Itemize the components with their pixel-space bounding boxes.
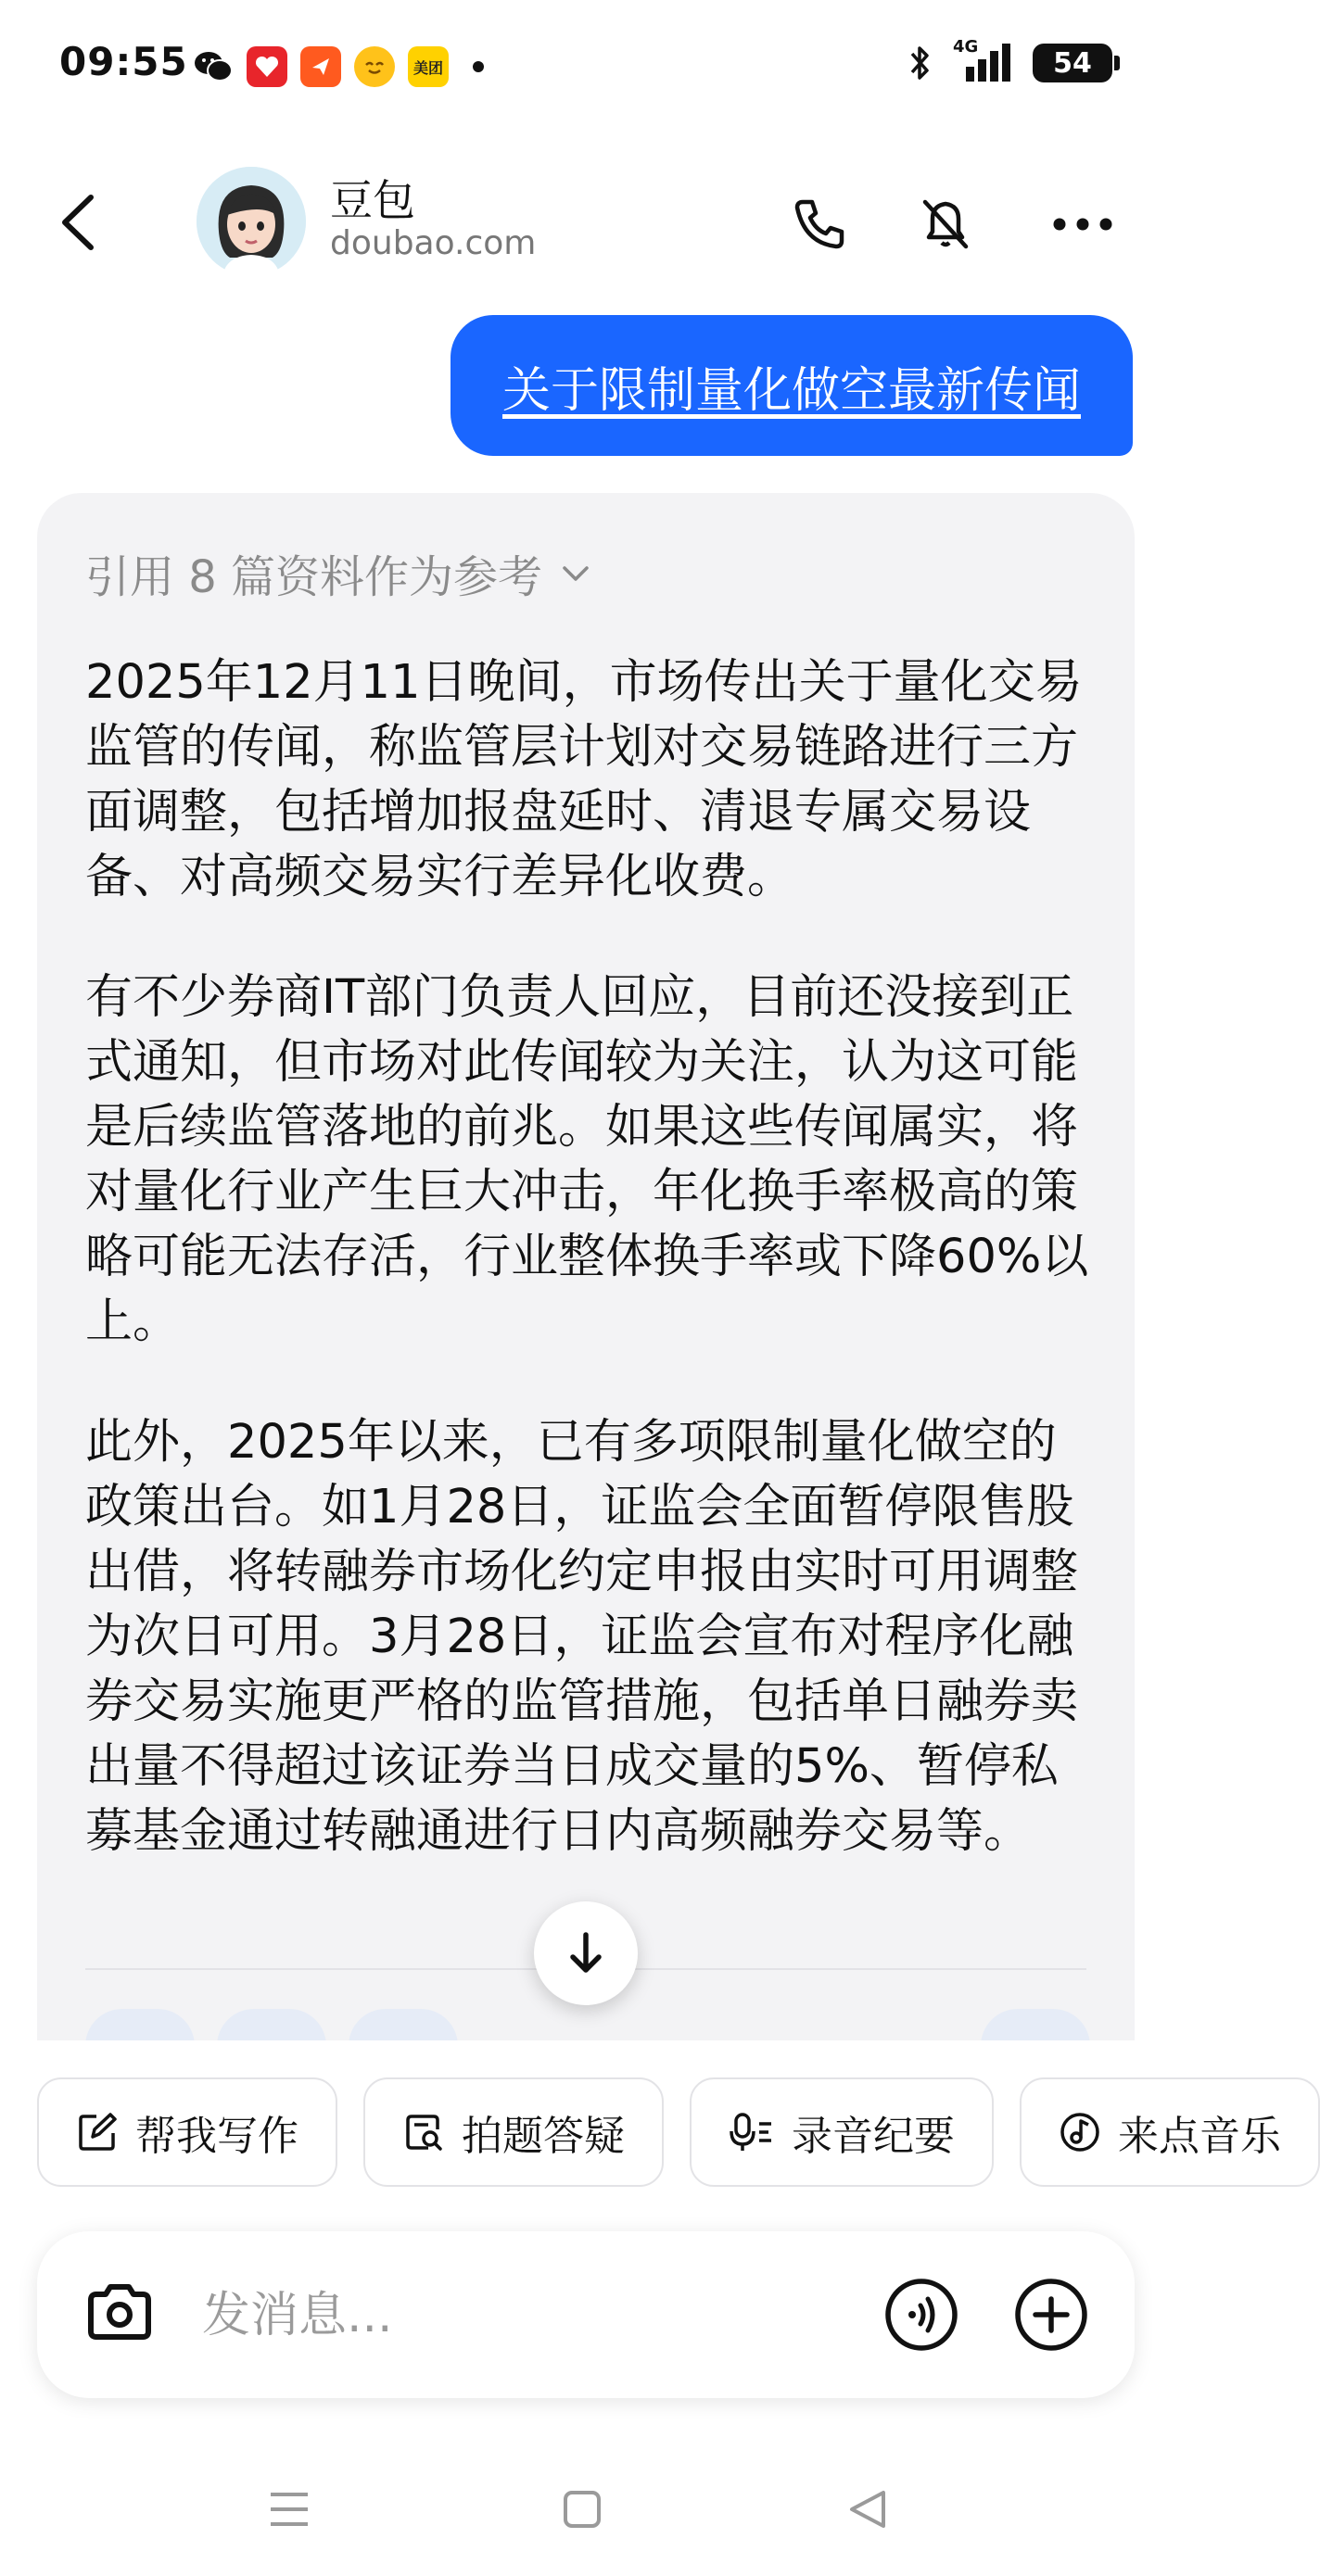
menu-icon xyxy=(267,2489,311,2530)
quick-action-label: 帮我写作 xyxy=(135,2113,298,2160)
plus-circle-icon xyxy=(1012,2276,1090,2354)
nav-home-button[interactable] xyxy=(554,2481,610,2537)
voice-input-button[interactable] xyxy=(882,2276,960,2357)
more-options-button[interactable] xyxy=(1047,189,1118,259)
battery-indicator: 54 xyxy=(1033,44,1112,82)
nav-back-button[interactable] xyxy=(840,2481,895,2537)
camera-button[interactable] xyxy=(82,2274,158,2354)
home-square-icon xyxy=(562,2489,603,2530)
quick-action-writing[interactable] xyxy=(37,2077,337,2187)
edit-icon xyxy=(76,2111,119,2153)
avatar[interactable] xyxy=(197,167,306,276)
app-red-icon xyxy=(247,46,287,87)
phone-icon xyxy=(790,195,849,254)
notification-icons xyxy=(193,46,484,87)
microphone-icon xyxy=(729,2111,775,2153)
system-indicators xyxy=(907,37,1112,83)
contact-name: 豆包 xyxy=(330,175,415,225)
user-message-bubble[interactable] xyxy=(451,315,1133,456)
quick-action-label: 拍题答疑 xyxy=(462,2113,625,2160)
chat-header xyxy=(0,158,1172,287)
speaker-muted-icon xyxy=(916,195,975,254)
app-orange-icon xyxy=(300,46,341,87)
quick-actions-bar xyxy=(37,2077,1320,2187)
status-bar xyxy=(0,0,1172,139)
more-notifications-dot xyxy=(473,61,484,72)
answer-paragraph: 有不少券商IT部门负责人回应，目前还没接到正式通知，但市场对此传闻较为关注，认为这可能是后续监管落地的前兆。如果这些传闻属实，将对量化行业产生巨大冲击，年化换手率极高的策略可能无法存活，行业整体换手率或下降60%以上。 xyxy=(85,970,1089,1349)
quick-action-photo-solve[interactable] xyxy=(363,2077,664,2187)
signal-icon xyxy=(953,43,1012,83)
answer-paragraph: 此外，2025年以来，已有多项限制量化做空的政策出台。如1月28日，证监会全面暂停限售股出借，将转融券市场化约定申报由实时可用调整为次日可用。3月28日，证监会宣布对程序化融券交易实施更严格的监管措施，包括单日融券卖出量不得超过该证券当日成交量的5%、暂停私募基金通过转融通进行日内高频融券交易等。 xyxy=(85,1415,1079,1859)
bluetooth-icon xyxy=(907,43,933,83)
back-button[interactable] xyxy=(46,181,111,264)
voice-wave-icon xyxy=(882,2276,960,2354)
nav-menu-button[interactable] xyxy=(261,2481,317,2537)
network-type: 4G xyxy=(953,37,979,57)
status-time: 09:55 xyxy=(59,39,188,84)
message-composer xyxy=(37,2231,1135,2398)
quick-action-label: 来点音乐 xyxy=(1118,2113,1281,2160)
photo-search-icon xyxy=(402,2111,445,2153)
arrow-down-icon xyxy=(564,1929,608,1977)
call-button[interactable] xyxy=(784,189,855,259)
chevron-down-icon xyxy=(557,560,594,587)
quick-action-music[interactable] xyxy=(1020,2077,1320,2187)
quick-action-recording[interactable] xyxy=(690,2077,994,2187)
user-message-text: 关于限制量化做空最新传闻 xyxy=(501,362,1081,419)
chevron-left-icon xyxy=(46,181,111,264)
add-attachment-button[interactable] xyxy=(1012,2276,1090,2357)
message-input[interactable] xyxy=(200,2268,853,2363)
mute-button[interactable] xyxy=(910,189,981,259)
wechat-icon xyxy=(193,46,234,87)
more-horizontal-icon xyxy=(1050,215,1115,234)
quick-action-label: 录音纪要 xyxy=(792,2113,955,2160)
system-nav-bar xyxy=(0,2446,1172,2576)
answer-paragraph: 2025年12月11日晚间，市场传出关于量化交易监管的传闻，称监管层计划对交易链路进行三方面调整，包括增加报盘延时、清退专属交易设备、对高频交易实行差异化收费。 xyxy=(85,655,1083,904)
signal-indicator xyxy=(953,37,1012,83)
assistant-answer-card xyxy=(37,493,1135,2050)
references-label: 引用 8 篇资料作为参考 xyxy=(85,551,543,603)
answer-text xyxy=(85,650,1096,1920)
meituan-icon: 美团 xyxy=(408,46,449,87)
music-icon xyxy=(1059,2111,1101,2153)
app-yellow-icon xyxy=(354,46,395,87)
scroll-to-bottom-button[interactable] xyxy=(534,1901,638,2005)
camera-icon xyxy=(82,2274,158,2350)
back-triangle-icon xyxy=(846,2487,889,2532)
contact-subtitle: doubao.com xyxy=(330,224,537,262)
references-toggle[interactable] xyxy=(85,541,594,605)
